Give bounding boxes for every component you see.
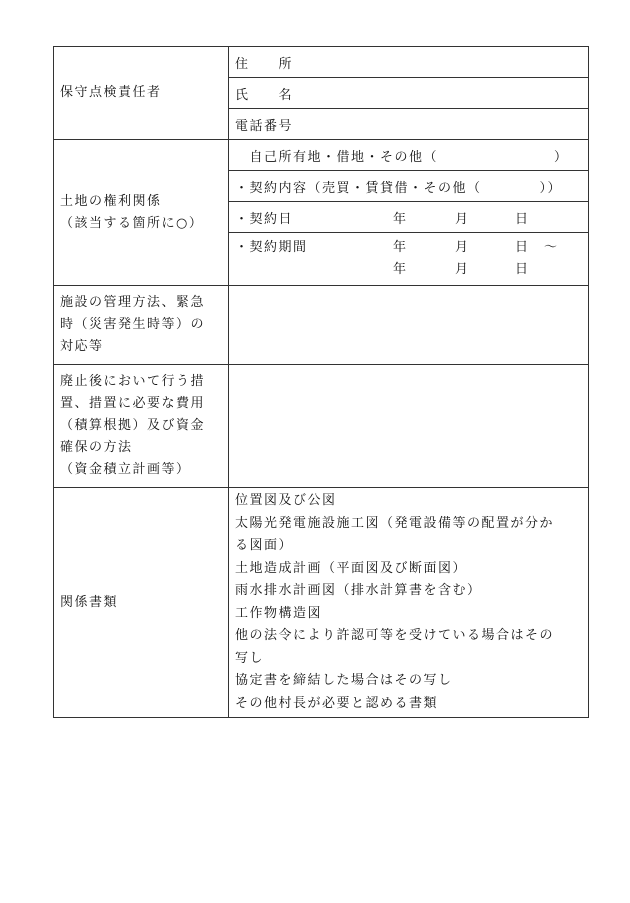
day-label: 日	[515, 211, 530, 227]
abolition-measures-label	[54, 365, 229, 488]
application-form-table	[53, 46, 589, 718]
abolition-measures-input[interactable]	[229, 365, 589, 488]
related-documents-list	[229, 488, 589, 718]
abolition-label-line2: 置、措置に必要な費用	[60, 396, 206, 411]
period-start-month: 月	[455, 240, 470, 255]
address-label: 住 所	[235, 56, 294, 72]
period-end-year: 年	[393, 262, 408, 277]
period-end-day: 日	[515, 262, 530, 277]
document-item: 協定書を締結した場合はその写し	[235, 673, 453, 688]
abolition-label-line3: （積算根拠）及び資金	[60, 418, 206, 433]
ownership-options[interactable]: 自己所有地・借地・その他（ ）	[229, 140, 589, 171]
manager-address-field[interactable]	[229, 47, 589, 78]
tilde-mark: ～	[544, 240, 559, 255]
manager-name-field[interactable]	[229, 78, 589, 109]
document-item: 雨水排水計画図（排水計算書を含む）	[235, 583, 482, 598]
document-item: 他の法令により許認可等を受けている場合はその	[235, 628, 555, 643]
contract-content-options[interactable]: ・契約内容（売買・賃貸借・その他（ ））	[229, 171, 589, 202]
contract-date-label: ・契約日	[235, 211, 294, 227]
related-documents-label: 関係書類	[54, 488, 229, 718]
land-rights-label-line2: （該当する箇所に○）	[60, 215, 204, 231]
phone-label: 電話番号	[235, 118, 294, 134]
facility-label-line1: 施設の管理方法、緊急	[60, 295, 206, 310]
year-label: 年	[393, 211, 408, 227]
period-end-month: 月	[455, 262, 470, 277]
document-item: 写し	[235, 650, 265, 666]
document-item: その他村長が必要と認める書類	[235, 695, 439, 711]
month-label: 月	[455, 211, 470, 227]
period-start-day: 日	[515, 240, 530, 255]
period-start-year: 年	[393, 240, 408, 255]
land-rights-label	[54, 140, 229, 286]
manager-label: 保守点検責任者	[54, 47, 229, 140]
contract-period-field[interactable]	[229, 233, 589, 286]
manager-phone-field[interactable]	[229, 109, 589, 140]
abolition-label-line4: 確保の方法	[60, 440, 133, 455]
facility-management-input[interactable]	[229, 286, 589, 365]
abolition-label-line5: （資金積立計画等）	[60, 462, 191, 477]
contract-date-field[interactable]	[229, 202, 589, 233]
document-item: る図面）	[235, 538, 294, 553]
facility-label-line2: 時（災害発生時等）の	[60, 317, 206, 332]
document-item: 太陽光発電施設施工図（発電設備等の配置が分か	[235, 515, 555, 531]
document-item: 工作物構造図	[235, 605, 323, 621]
land-rights-label-line1: 土地の権利関係	[60, 193, 162, 209]
abolition-label-line1: 廃止後において行う措	[60, 374, 206, 389]
name-label: 氏 名	[235, 87, 294, 103]
facility-management-label	[54, 286, 229, 365]
contract-period-label: ・契約期間	[235, 240, 308, 255]
document-item: 土地造成計画（平面図及び断面図）	[235, 560, 468, 576]
document-item: 位置図及び公図	[235, 493, 337, 508]
facility-label-line3: 対応等	[60, 339, 104, 354]
